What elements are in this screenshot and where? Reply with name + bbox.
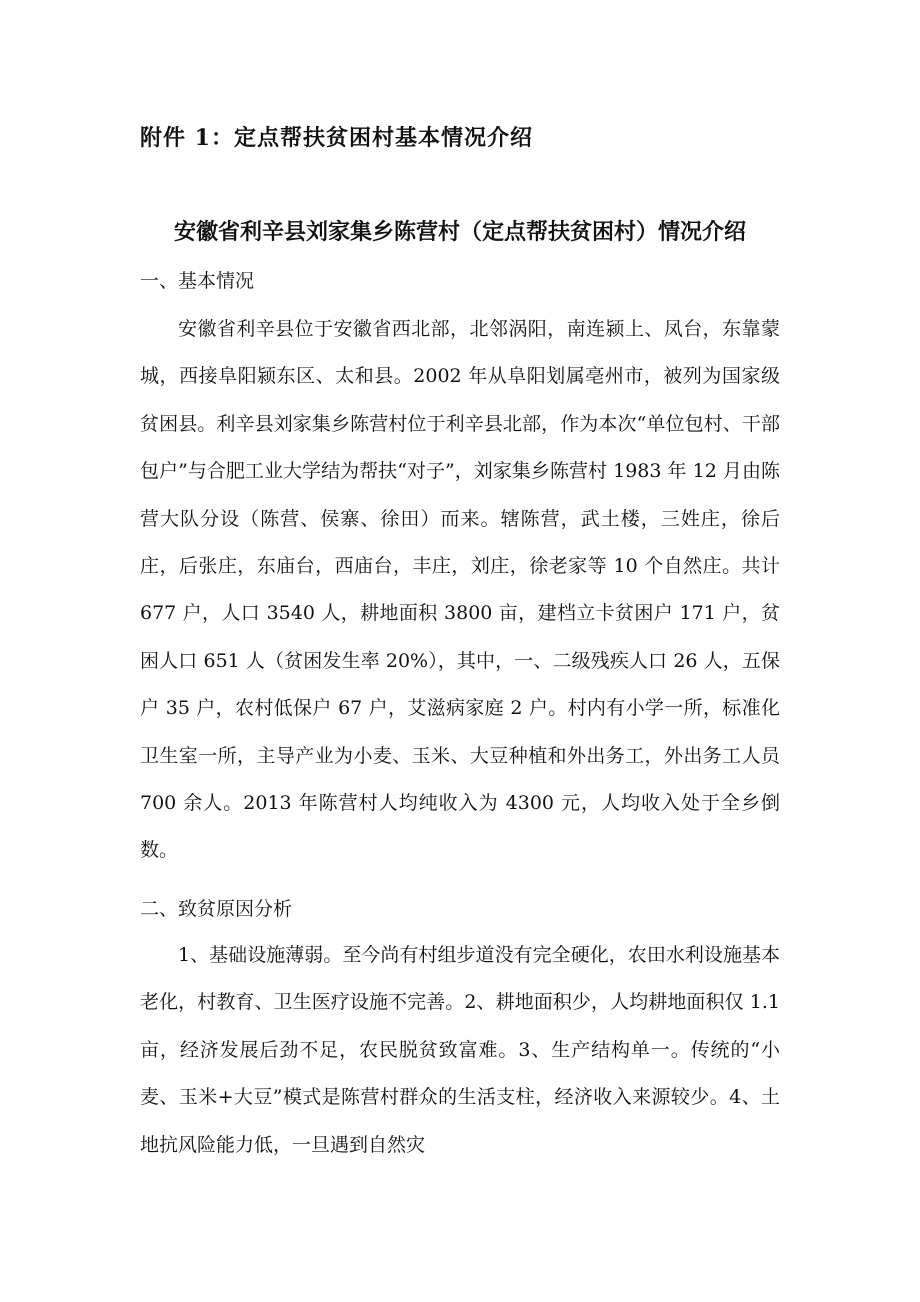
section-heading-poverty-causes: 二、致贫原因分析 (140, 898, 293, 920)
paragraph-basic-situation: 安徽省利辛县位于安徽省西北部，北邻涡阳，南连颍上、凤台，东靠蒙城，西接阜阳颍东区、太和县。2002 年从阜阳划属亳州市，被列为国家级贫困县。利辛县刘家集乡陈营村位于利辛县北部，作为本次“单位包村、干部包户”与合肥工业大学结为帮扶“对子”，刘家集乡陈营村 1983 年 12 月由陈营大队分设（陈营、侯寨、徐田）而来。辖陈营，武土楼，三姓庄，徐后庄，后张庄，东庙台，西庙台，丰庄，刘庄，徐老家等 10 个自然庄。共计 677 户，人口 3540 人，耕地面积 3800 亩，建档立卡贫困户 171 户，贫困人口 651 人（贫困发生率 20%），其中，一、二级残疾人口 26 人，五保户 35 户，农村低保户 67 户，艾滋病家庭 2 户。村内有小学一所，标准化卫生室一所，主导产业为小麦、玉米、大豆种植和外出务工，外出务工人员 700 余人。2013 年陈营村人均纯收入为 4300 元，人均收入处于全乡倒数。 (140, 318, 780, 862)
section-heading-basic-situation: 一、基本情况 (140, 270, 255, 292)
document-title: 安徽省利辛县刘家集乡陈营村（定点帮扶贫困村）情况介绍 (173, 219, 746, 245)
paragraph-poverty-causes: 1、基础设施薄弱。至今尚有村组步道没有完全硬化，农田水利设施基本老化，村教育、卫生医疗设施不完善。2、耕地面积少，人均耕地面积仅 1.1 亩，经济发展后劲不足，农民脱贫致富难。3、生产结构单一。传统的“小麦、玉米+大豆”模式是陈营村群众的生活支柱，经济收入来源较少。4、土地抗风险能力低，一旦遇到自然灾 (140, 944, 780, 1156)
attachment-title: 附件 1：定点帮扶贫困村基本情况介绍 (140, 125, 533, 151)
